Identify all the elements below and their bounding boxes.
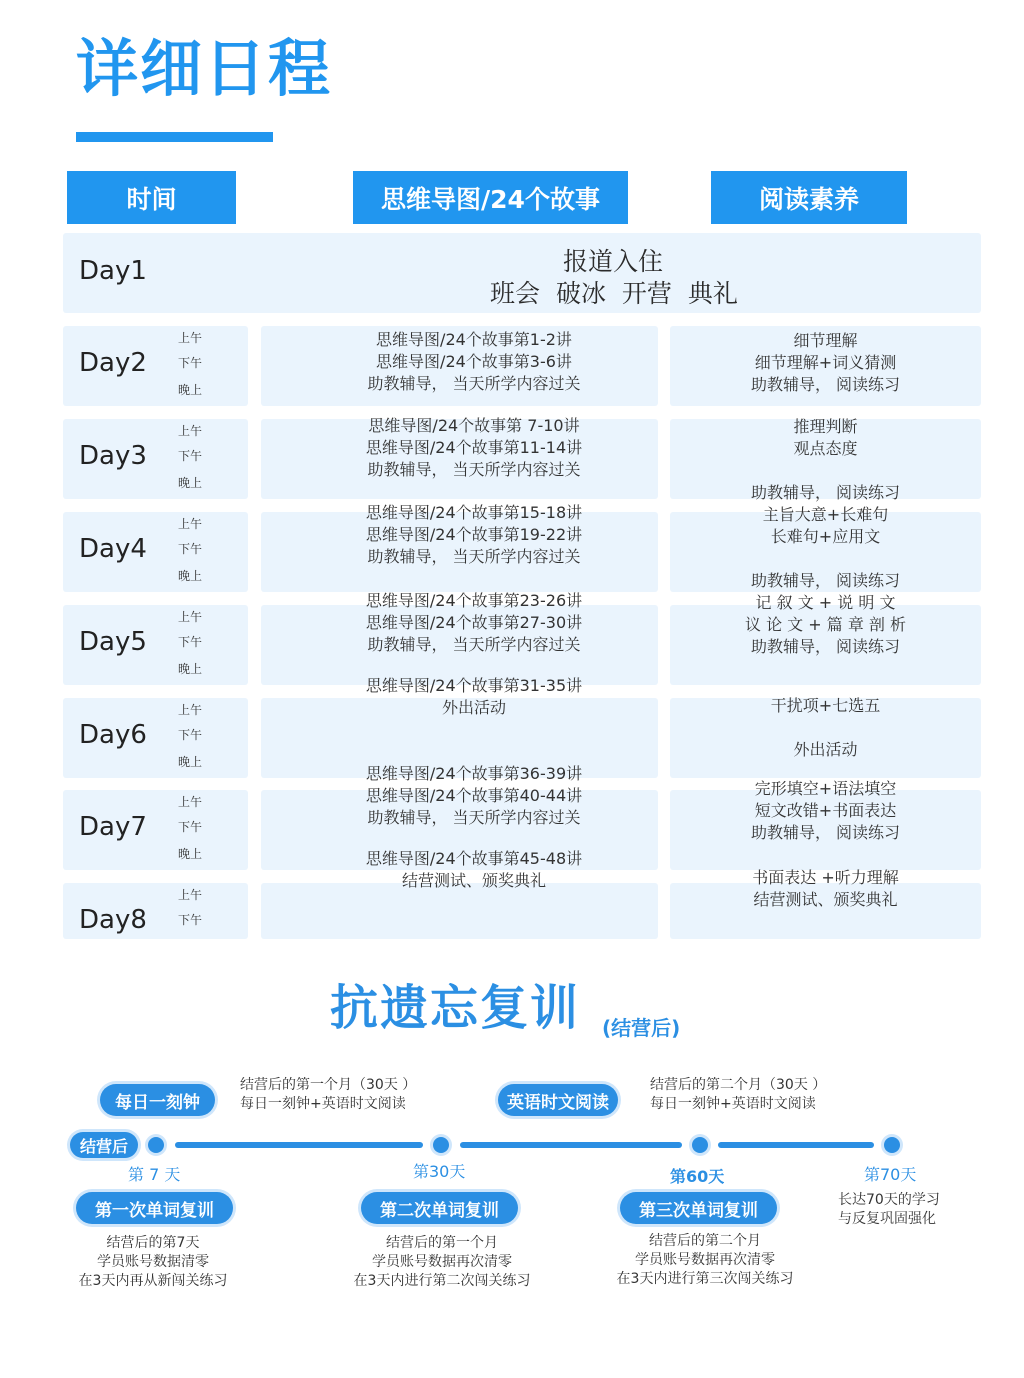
reading-text [670,695,981,761]
reading-line: 细节理解 [793,331,858,350]
mark-day70: 第70天 [864,1165,917,1184]
slot-label: 晚上 [178,847,203,861]
column-header-reading: 阅读素养 [711,171,907,224]
mindmap-line: 助教辅导， 当天所学内容过关 [367,460,581,479]
mindmap-line: 思维导图/24个故事第31-35讲 [365,676,583,695]
reading-line: 细节理解+词义猜测 [754,353,897,372]
mindmap-line: 思维导图/24个故事第 7-10讲 [368,416,580,435]
mindmap-text [261,675,687,719]
reading-line: 观点态度 [793,439,858,458]
mindmap-line: 思维导图/24个故事第23-26讲 [365,591,583,610]
review-title: 抗遗忘复训 [330,980,581,1036]
slot-label: 下午 [178,728,203,742]
day-label: Day4 [79,534,147,564]
mindmap-line: 思维导图/24个故事第15-18讲 [365,503,583,522]
reading-line: 短文改错+书面表达 [754,801,897,820]
slot-label: 下午 [178,913,203,927]
mindmap-text [261,590,687,656]
reading-line: 外出活动 [793,740,858,759]
page-title: 详细日程 [76,32,333,105]
mindmap-line: 思维导图/24个故事第40-44讲 [365,786,583,805]
reading-text [670,416,981,504]
slot-label: 上午 [178,424,203,438]
reading-line [670,717,981,739]
slot-label: 下午 [178,820,203,834]
reading-line [670,548,981,570]
mindmap-text [261,415,687,481]
note-month2: 结营后的第二个月（30天 ） 每日一刻钟+英语时文阅读 [650,1077,827,1112]
mindmap-line: 思维导图/24个故事第36-39讲 [365,764,583,783]
mark-day60: 第60天 [670,1167,725,1186]
reading-line: 助教辅导， 阅读练习 [750,571,901,590]
review-subtitle: (结营后) [602,1016,681,1040]
mindmap-line: 外出活动 [441,698,506,717]
day1-label: Day1 [79,256,147,286]
mindmap-line: 结营测试、颁奖典礼 [401,871,546,890]
mindmap-line: 思维导图/24个故事第19-22讲 [365,525,583,544]
slot-label: 上午 [178,703,203,717]
reading-line: 议 论 文 + 篇 章 剖 析 [744,615,906,634]
reading-line [670,460,981,482]
reading-line: 助教辅导， 阅读练习 [750,823,901,842]
slot-label: 下午 [178,542,203,556]
mindmap-line: 思维导图/24个故事第1-2讲 [376,330,572,349]
mindmap-line: 思维导图/24个故事第27-30讲 [365,613,583,632]
slot-label: 上午 [178,517,203,531]
mindmap-line: 助教辅导， 当天所学内容过关 [367,635,581,654]
reading-line: 结营测试、颁奖典礼 [753,890,898,909]
day-label: Day3 [79,441,147,471]
timeline-segment [175,1142,423,1148]
slot-label: 上午 [178,610,203,624]
day1-activities: 班会 破冰 开营 典礼 [490,279,738,308]
slot-label: 下午 [178,449,203,463]
mark-day7: 第 7 天 [128,1165,181,1184]
note-first-review: 结营后的第7天 学员账号数据清零 在3天内再从新闯关练习 [78,1235,228,1289]
day-label: Day6 [79,720,147,750]
slot-label: 晚上 [178,569,203,583]
pill-daily-quarter: 每日一刻钟 [100,1084,215,1116]
reading-line: 干扰项+七选五 [770,696,881,715]
column-header-mindmap: 思维导图/24个故事 [353,171,628,224]
reading-line: 助教辅导， 阅读练习 [750,637,901,656]
day-label: Day5 [79,627,147,657]
mindmap-line: 助教辅导， 当天所学内容过关 [367,547,581,566]
note-month1: 结营后的第一个月（30天 ） 每日一刻钟+英语时文阅读 [240,1077,417,1112]
mindmap-line: 助教辅导， 当天所学内容过关 [367,374,581,393]
reading-text [670,867,981,911]
day1-checkin: 报道入住 [563,247,664,276]
timeline-dot-day7 [148,1137,164,1153]
timeline-dot-day60 [692,1137,708,1153]
reading-line: 记 叙 文 + 说 明 文 [755,593,896,612]
timeline-dot-day70 [884,1137,900,1153]
mindmap-line: 助教辅导， 当天所学内容过关 [367,808,581,827]
mark-day30: 第30天 [413,1162,466,1181]
reading-text [670,504,981,592]
note-70-days: 长达70天的学习 与反复巩固强化 [838,1192,940,1227]
mindmap-text [261,329,687,395]
reading-text [670,778,981,844]
reading-line: 书面表达 +听力理解 [752,868,899,887]
reading-line: 完形填空+语法填空 [754,779,897,798]
slot-label: 上午 [178,888,203,902]
pill-first-review: 第一次单词复训 [76,1192,233,1224]
reading-line: 助教辅导， 阅读练习 [750,483,901,502]
timeline-dot-day30 [433,1137,449,1153]
day-label: Day2 [79,348,147,378]
column-header-time: 时间 [67,171,236,224]
mindmap-line: 思维导图/24个故事第45-48讲 [365,849,583,868]
timeline-segment [718,1142,874,1148]
day-label: Day7 [79,812,147,842]
mindmap-text [261,848,687,892]
slot-label: 上午 [178,795,203,809]
mindmap-line: 思维导图/24个故事第11-14讲 [365,438,583,457]
reading-text [670,330,981,396]
slot-label: 上午 [178,331,203,345]
pill-third-review: 第三次单词复训 [620,1192,777,1224]
reading-text [670,592,981,658]
slot-label: 晚上 [178,662,203,676]
timeline-segment [460,1142,682,1148]
slot-label: 下午 [178,356,203,370]
pill-second-review: 第二次单词复训 [361,1192,518,1224]
title-underline [76,132,273,142]
mindmap-text [261,502,687,568]
pill-english-reading: 英语时文阅读 [498,1084,618,1116]
reading-line: 推理判断 [793,417,858,436]
day-label: Day8 [79,905,147,935]
mindmap-line: 思维导图/24个故事第3-6讲 [376,352,572,371]
slot-label: 晚上 [178,383,203,397]
slot-label: 晚上 [178,755,203,769]
pill-camp-end: 结营后 [70,1132,138,1158]
reading-line: 主旨大意+长难句 [762,505,889,524]
reading-line: 助教辅导， 阅读练习 [750,375,901,394]
note-third-review: 结营后的第二个月 学员账号数据再次清零 在3天内进行第三次闯关练习 [616,1233,794,1287]
slot-label: 下午 [178,635,203,649]
mindmap-text [261,763,687,829]
note-second-review: 结营后的第一个月 学员账号数据再次清零 在3天内进行第二次闯关练习 [353,1235,531,1289]
slot-label: 晚上 [178,476,203,490]
reading-line: 长难句+应用文 [770,527,881,546]
